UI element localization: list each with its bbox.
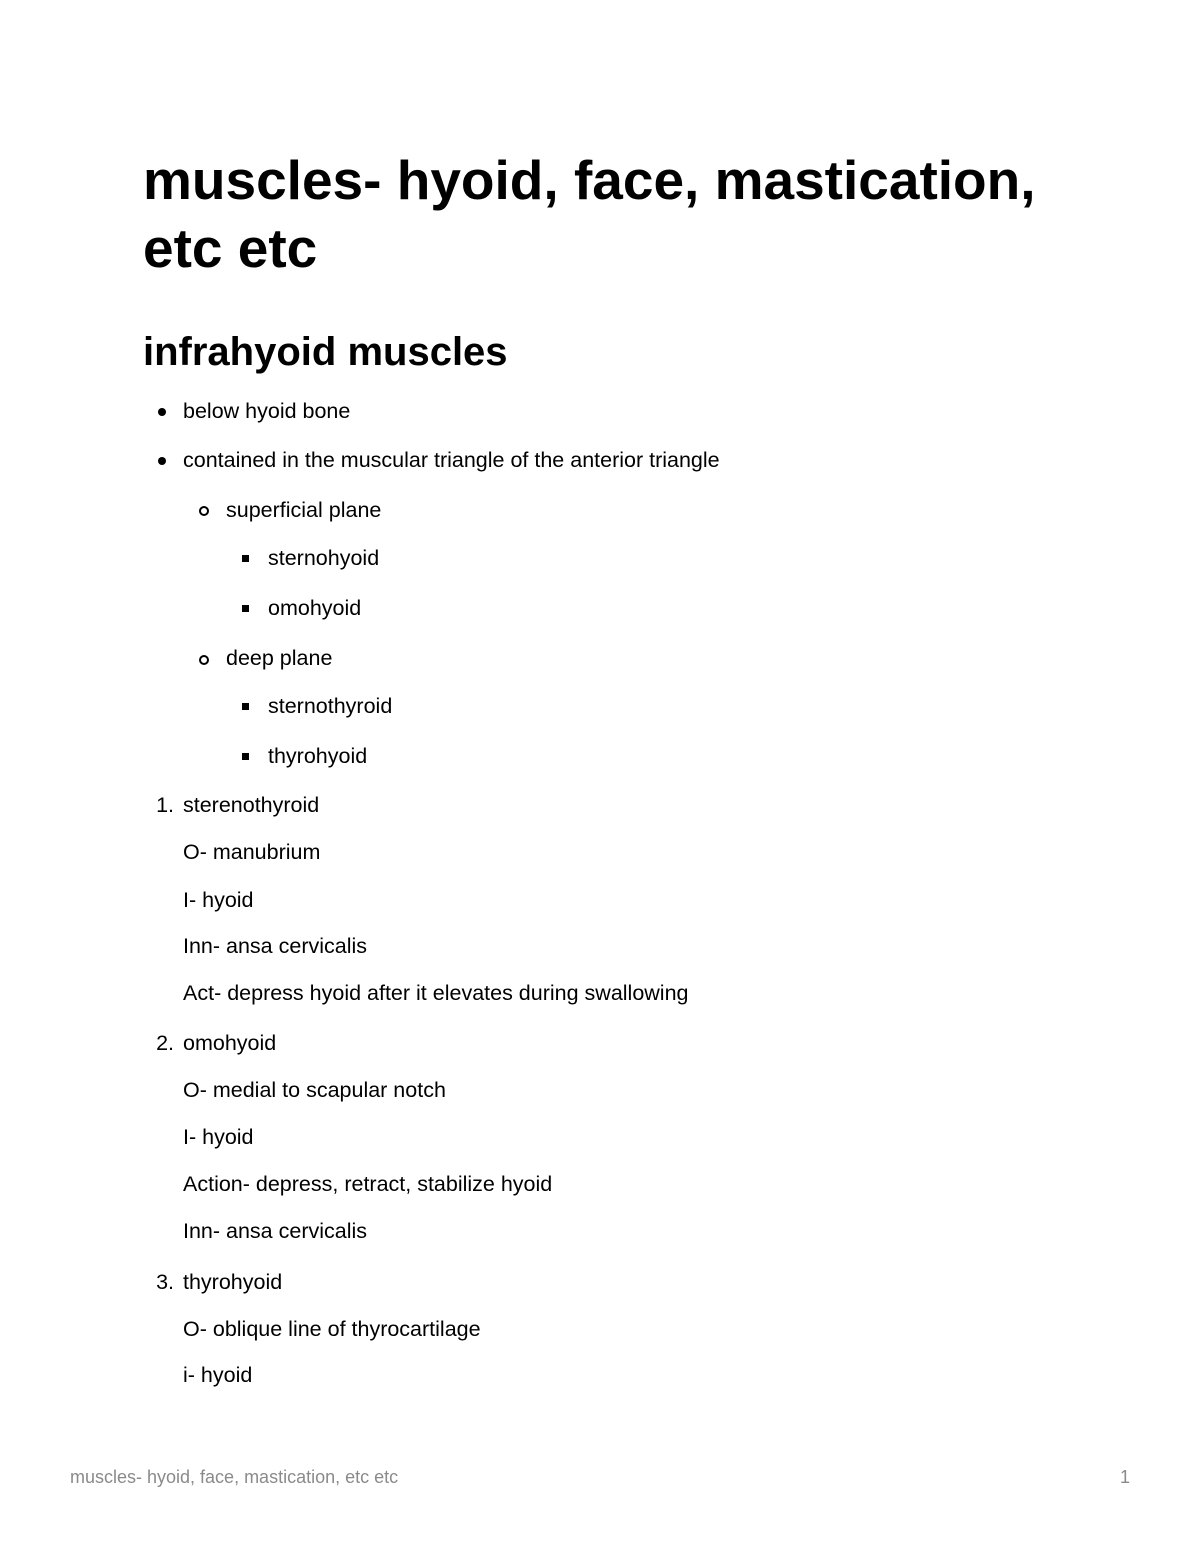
detail-line: I- hyoid	[183, 888, 254, 912]
bullet-square-icon	[242, 605, 249, 612]
list-number: 2.	[156, 1031, 174, 1055]
detail-line: Inn- ansa cervicalis	[183, 934, 368, 958]
list-item: sternohyoid	[268, 546, 380, 570]
detail-line: I- hyoid	[183, 1125, 254, 1149]
list-item: deep plane	[226, 646, 333, 670]
detail-line: O- manubrium	[183, 840, 321, 864]
detail-line: Act- depress hyoid after it elevates during swallowing	[183, 981, 689, 1005]
list-item: superficial plane	[226, 498, 382, 522]
detail-line: O- oblique line of thyrocartilage	[183, 1317, 481, 1341]
footer-running-title: muscles- hyoid, face, mastication, etc etc	[70, 1467, 399, 1487]
numbered-item-title: thyrohyoid	[183, 1270, 283, 1294]
list-item: contained in the muscular triangle of the anterior triangle	[183, 448, 720, 472]
detail-line: Action- depress, retract, stabilize hyoid	[183, 1172, 553, 1196]
list-number: 1.	[156, 793, 174, 817]
bullet-circle-icon	[199, 506, 209, 516]
bullet-disc-icon	[158, 457, 166, 465]
section-heading: infrahyoid muscles	[143, 330, 508, 374]
detail-line: O- medial to scapular notch	[183, 1078, 446, 1102]
list-item: below hyoid bone	[183, 399, 351, 423]
numbered-item-title: sterenothyroid	[183, 793, 320, 817]
bullet-square-icon	[242, 703, 249, 710]
detail-line: Inn- ansa cervicalis	[183, 1219, 368, 1243]
list-item: sternothyroid	[268, 694, 393, 718]
page-title: muscles- hyoid, face, mastication, etc etc	[143, 149, 1036, 279]
numbered-item-title: omohyoid	[183, 1031, 277, 1055]
bullet-disc-icon	[158, 408, 166, 416]
list-item: omohyoid	[268, 596, 362, 620]
bullet-square-icon	[242, 555, 249, 562]
list-item: thyrohyoid	[268, 744, 368, 768]
detail-line: i- hyoid	[183, 1363, 253, 1387]
bullet-circle-icon	[199, 655, 209, 665]
footer-page-number: 1	[1119, 1467, 1130, 1487]
bullet-square-icon	[242, 753, 249, 760]
list-number: 3.	[156, 1270, 174, 1294]
